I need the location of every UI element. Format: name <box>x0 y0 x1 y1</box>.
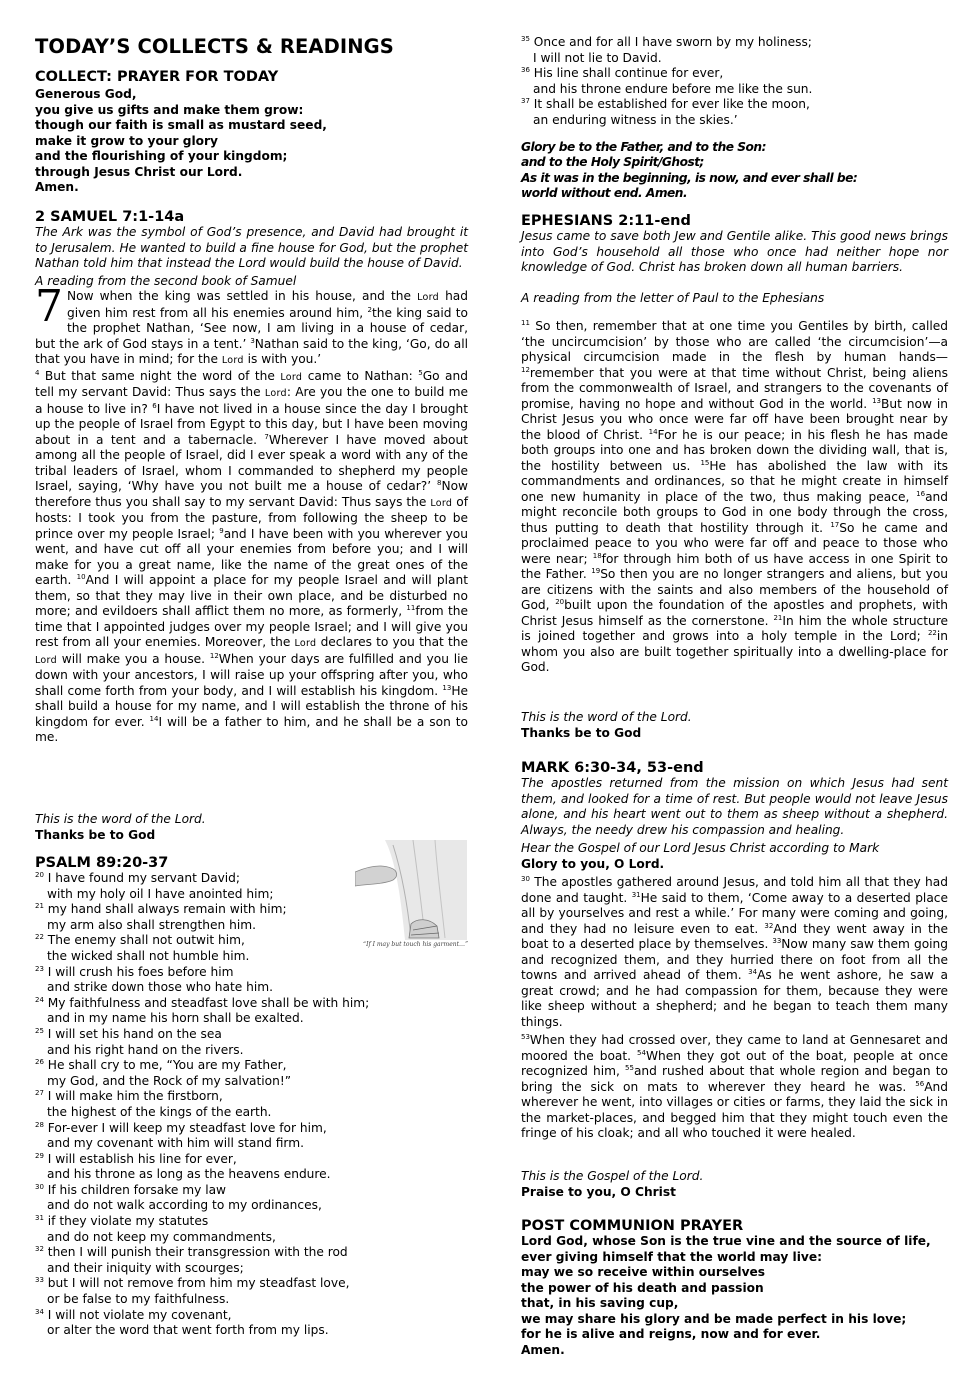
lord-smallcaps: Lord <box>280 371 303 383</box>
mark-paragraph-2 <box>521 1033 948 1142</box>
psalm-continued <box>521 35 948 202</box>
psalm-heading: PSALM 89:20-37 <box>35 855 169 871</box>
psalm-verse-line <box>35 1152 468 1168</box>
verse-number: 11 <box>521 319 530 327</box>
mark-heading: MARK 6:30-34, 53-end <box>521 760 704 776</box>
psalm-verse-text: then I will punish their transgression with the rod <box>47 1245 348 1260</box>
verse-number: 4 <box>35 368 40 377</box>
psalm-verse-text: I will make him the firstborn, <box>47 1089 223 1104</box>
reading-text: and might reconcile both groups to God in one body through the cross, thus putting to death that hostility through it. <box>521 489 948 535</box>
psalm-verse-continuation: the highest of the kings of the earth. <box>47 1104 272 1119</box>
verse-number: 29 <box>35 1151 44 1160</box>
psalm-verse-text: I will set his hand on the sea <box>47 1026 222 1041</box>
psalm-verse-text: I have found my servant David; <box>47 871 241 885</box>
psalm-verse-continuation: my arm also shall strengthen him. <box>47 917 256 932</box>
verse-number: 33 <box>772 937 782 945</box>
verse-number: 32 <box>35 1245 44 1254</box>
reading-text: : Are you the one to build me a house to live in? <box>35 385 468 416</box>
verse-number: 9 <box>219 526 224 535</box>
psalm-verse-continuation: and their iniquity with scourges; <box>47 1260 244 1275</box>
psalm-verse-text: If his children forsake my law <box>47 1182 227 1197</box>
verse-number: 13 <box>872 396 881 405</box>
psalm-verse-continuation: and strike down those who hate him. <box>47 980 273 995</box>
reading-text: came to Nathan: <box>302 368 419 383</box>
reading-text: I will be a father to him, and he shall be a son to me. <box>35 714 468 744</box>
psalm-verse-continuation: and in my name his horn shall be exalted. <box>47 1011 304 1026</box>
samuel-section <box>35 209 468 746</box>
reading-text: Now many saw them going and recognized them, and they hurried there on foot from all the towns and arrived ahead of them. <box>521 937 949 982</box>
hand-shape <box>355 866 397 886</box>
mark-section <box>521 760 948 1142</box>
verse-number: 19 <box>591 567 601 575</box>
psalm-verse <box>35 1121 468 1152</box>
verse-number: 10 <box>76 573 86 581</box>
post-communion-section <box>521 1218 948 1358</box>
samuel-paragraph-1 <box>35 281 469 369</box>
prayer-line: you give us gifts and make them grow: <box>35 102 304 117</box>
psalm-verse-continuation: and my covenant with him will stand firm. <box>47 1136 304 1151</box>
reading-text: So then you are no longer strangers and aliens, but you are citizens with the saints and also members of the household of God, <box>521 567 949 612</box>
lord-smallcaps: Lord <box>221 355 244 366</box>
psalm-verse-line <box>35 1089 468 1105</box>
verse-number: 24 <box>35 995 44 1004</box>
psalm-verse-continuation: and do not walk according to my ordinances, <box>47 1198 322 1213</box>
verse-number: 11 <box>406 604 416 612</box>
gloria-doxology <box>521 140 948 202</box>
psalm-verse-text: but I will not remove from him my steadfast love, <box>47 1276 350 1291</box>
reading-text: Go and tell my servant David: Thus says the <box>35 368 468 399</box>
psalm-verse-text: Once and for all I have sworn by my holiness; <box>533 35 812 49</box>
gloria-line: Glory be to the Father, and to the Son: <box>521 139 766 154</box>
verse-number: 12 <box>521 365 530 374</box>
verse-number: 54 <box>637 1048 646 1057</box>
collect-section <box>35 69 468 196</box>
prayer-line: make it grow to your glory <box>35 133 218 148</box>
reading-text: had given him rest from all his enemies around him, <box>67 289 468 320</box>
reading-text: So he came and proclaimed peace to you who were far off and peace to those who were near; <box>521 520 948 566</box>
reading-text: But that same night the word of the <box>39 368 281 383</box>
prayer-line: Amen. <box>521 1342 565 1357</box>
samuel-lead: A reading from the second book of Samuel <box>35 273 297 288</box>
psalm-verse <box>521 97 948 128</box>
collect-prayer <box>35 87 468 196</box>
reading-text: So then, remember that at one time you Gentiles by birth, called ‘the uncircumcision’ by those who are called ‘the circumcision’—a physical circumcision made in the flesh by human hands— <box>521 319 948 364</box>
psalm-verse-line <box>35 1245 468 1261</box>
reading-text: Now when the king was settled in his house, and the <box>67 289 418 303</box>
verse-number: 23 <box>35 964 44 973</box>
prayer-line: Generous God, <box>35 87 137 101</box>
psalm-verse-text: I will establish his line for ever, <box>47 1151 237 1166</box>
psalm-verse-text: For-ever I will keep my steadfast love for him, <box>47 1120 327 1135</box>
verse-number: 18 <box>592 551 602 560</box>
prayer-line: ever giving himself that the world may live: <box>521 1249 822 1264</box>
psalm-verses-continued <box>521 35 948 129</box>
reading-text: Now therefore thus you shall say to my servant David: Thus says the <box>35 479 468 509</box>
reading-text: will make you a house. <box>56 651 210 666</box>
prayer-line: through Jesus Christ our Lord. <box>35 164 243 179</box>
ephesians-intro: Jesus came to save both Jew and Gentile alike. This good news brings into God’s household all those who once had neither hope nor knowledge of God. Christ has broken down all human barriers. <box>521 229 948 274</box>
samuel-closing <box>35 812 468 843</box>
verse-number: 14 <box>149 714 159 723</box>
reading-text: As he went ashore, he saw a great crowd; and he had compassion for them, because they were like sheep without a shepherd; and he began to teach them many things. <box>521 968 948 1029</box>
psalm-verse <box>521 66 948 97</box>
verse-number: 31 <box>631 890 641 899</box>
reading-text: Nathan said to the king, ‘Go, do all that you have in mind; for the <box>35 336 469 366</box>
reading-text: In him the whole structure is joined together and grows into a holy temple in the Lord; <box>521 613 949 643</box>
mark-response: Praise to you, O Christ <box>521 1184 676 1199</box>
reading-text: the king said to the prophet Nathan, ‘See now, I am living in a house of cedar, but the ark of God stays in a tent.’ <box>35 305 469 351</box>
psalm-verse-text: my hand shall always remain with him; <box>47 902 287 917</box>
prayer-line: and the flourishing of your kingdom; <box>35 149 288 163</box>
verse-number: 30 <box>521 875 530 883</box>
ephesians-lead: A reading from the letter of Paul to the Ephesians <box>521 290 825 305</box>
psalm-verse-line <box>35 1308 468 1324</box>
psalm-verse-text: if they violate my statutes <box>47 1214 209 1229</box>
verse-number: 14 <box>648 427 658 436</box>
verse-number: 56 <box>915 1079 925 1088</box>
verse-number: 33 <box>35 1276 44 1285</box>
collect-heading: COLLECT: PRAYER FOR TODAY <box>35 69 279 85</box>
prayer-line: for he is alive and reigns, now and for ever. <box>521 1327 821 1341</box>
page-title: TODAY’S COLLECTS & READINGS <box>35 35 394 58</box>
mark-closing-text: This is the Gospel of the Lord. <box>521 1169 704 1183</box>
samuel-paragraph-2 <box>35 369 468 746</box>
psalm-verse-text: The enemy shall not outwit him, <box>47 933 245 948</box>
prayer-line: Lord God, whose Son is the true vine and the source of life, <box>521 1234 931 1248</box>
verse-number: 26 <box>35 1058 44 1067</box>
verse-number: 12 <box>209 651 219 660</box>
reading-text: He said to them, ‘Come away to a deserted place all by yourselves and rest a while.’ For many were coming and going, and they had no leisure even to eat. <box>521 890 948 936</box>
psalm-verse-continuation: I will not lie to David. <box>533 50 662 65</box>
psalm-verse-line <box>35 1027 468 1043</box>
post-communion-prayer <box>521 1234 948 1358</box>
ephesians-reading <box>521 319 948 676</box>
gloria-line: and to the Holy Spirit/Ghost; <box>521 155 704 170</box>
reading-text: When they got out of the boat, people at once recognized him, <box>521 1048 948 1078</box>
reading-text: When your days are fulfilled and you lie down with your ancestors, I will raise up your offspring after you, who shall come forth from your body, and I will establish his kingdom. <box>35 651 468 698</box>
verse-number: 53 <box>521 1033 530 1041</box>
illustration-caption: “If I may but touch his garment…” <box>363 941 469 948</box>
reading-text: But now in Christ Jesus you who once were far off have been brought near by the blood of Christ. <box>521 396 948 442</box>
psalm-verse-continuation: or alter the word that went forth from my lips. <box>47 1323 329 1338</box>
psalm-verse-line <box>35 1058 468 1074</box>
verse-number: 36 <box>521 66 530 75</box>
psalm-verse-continuation: my God, and the Rock of my salvation!” <box>47 1073 292 1088</box>
psalm-verse <box>521 35 948 66</box>
reading-text: and rushed about that whole region and began to bring the sick on mats to wherever they heard he was. <box>521 1064 948 1094</box>
psalm-verse <box>35 1027 468 1058</box>
psalm-verse <box>35 1152 468 1183</box>
verse-number: 25 <box>35 1026 44 1035</box>
psalm-verse <box>35 1089 468 1120</box>
reading-text: for through him both of us have access in one Spirit to the Father. <box>521 551 948 581</box>
prayer-line: we may share his glory and be made perfect in his love; <box>521 1311 907 1326</box>
psalm-verse-continuation: and do not keep my commandments, <box>47 1229 276 1244</box>
verse-number: 21 <box>773 613 783 622</box>
samuel-response: Thanks be to God <box>35 827 156 842</box>
psalm-verse-line <box>521 97 948 113</box>
verse-number: 21 <box>35 902 44 911</box>
drop-cap: 7 <box>35 281 63 332</box>
verse-number: 37 <box>521 97 530 106</box>
reading-text: And I will appoint a place for my people Israel and will plant them, so that they may live in their own place, and be disturbed no more; and evildoers shall afflict them no more, as formerly, <box>35 573 468 618</box>
samuel-heading: 2 SAMUEL 7:1-14a <box>35 209 185 225</box>
psalm-verse-continuation: and his throne as long as the heavens endure. <box>47 1167 331 1182</box>
reading-text: remember that you were at that time without Christ, being aliens from the commonwealth of Israel, and strangers to the covenants of promise, having no hope and without God in the world. <box>521 365 948 411</box>
psalm-verse <box>35 1214 468 1245</box>
lord-smallcaps: Lord <box>35 654 57 666</box>
psalm-verse-text: It shall be established for ever like the moon, <box>533 97 810 112</box>
gloria-line: world without end. Amen. <box>521 186 688 201</box>
reading-text: For he is our peace; in his flesh he has made both groups into one and has broken down the dividing wall, that is, the hostility between us. <box>521 427 948 473</box>
reading-text: Wherever I have moved about among all the people of Israel, did I ever speak a word with any of the tribal leaders of Israel, whom I commanded to shepherd my people Israel, saying, ‘Why have you not built me a house of cedar?’ <box>35 432 469 493</box>
mark-intro: The apostles returned from the mission on which Jesus had sent them, and looked for a time of rest. But people would not leave Jesus alone, and his heart went out to them as sheep without a shepherd. Always, the needy drew his compassion and healing. <box>521 776 948 837</box>
lord-smallcaps: Lord <box>430 497 453 509</box>
ephesians-heading: EPHESIANS 2:11-end <box>521 213 691 229</box>
mark-lead: Hear the Gospel of our Lord Jesus Christ according to Mark <box>521 841 880 855</box>
psalm-verse <box>35 1276 468 1307</box>
verse-number: 13 <box>442 683 452 692</box>
psalm-verse-line <box>35 996 468 1012</box>
psalm-verse-line <box>35 1183 468 1199</box>
reading-text: of hosts: I took you from the pasture, from following the sheep to be prince over my people Israel; <box>35 494 468 541</box>
ephesians-closing <box>521 710 948 741</box>
psalm-verse <box>35 1183 468 1214</box>
verse-number: 31 <box>35 1214 44 1223</box>
prayer-line: may we so receive within ourselves <box>521 1265 766 1279</box>
verse-number: 20 <box>555 598 565 606</box>
psalm-verse <box>35 965 468 996</box>
psalm-verse-continuation: or be false to my faithfulness. <box>47 1292 230 1307</box>
psalm-verse-continuation: and his throne endure before me like the sun. <box>533 81 813 96</box>
verse-number: 15 <box>700 458 710 467</box>
verse-number: 8 <box>436 479 442 487</box>
psalm-verse-text: He shall cry to me, “You are my Father, <box>47 1058 287 1073</box>
mark-closing <box>521 1169 948 1200</box>
verse-number: 28 <box>35 1120 44 1129</box>
verse-number: 27 <box>35 1089 44 1098</box>
psalm-verse-text: I will crush his foes before him <box>47 964 234 979</box>
psalm-verse <box>35 1058 468 1089</box>
reading-text: in whom you also are built together spiritually into a dwelling-place for God. <box>521 629 948 674</box>
psalm-verse-line <box>521 35 948 51</box>
lord-smallcaps: Lord <box>294 638 317 649</box>
verse-number: 17 <box>830 520 840 529</box>
prayer-line: though our faith is small as mustard seed, <box>35 118 327 132</box>
verse-number: 6 <box>152 401 157 410</box>
reading-text: from the time that I appointed judges over my people Israel; and I will give you rest from all your enemies. Moreover, the <box>35 604 468 649</box>
verse-number: 3 <box>250 336 255 345</box>
mark-paragraph-1 <box>521 875 948 1030</box>
psalm-verse-continuation: the wicked shall not humble him. <box>47 948 250 963</box>
samuel-closing-text: This is the word of the Lord. <box>35 812 206 826</box>
psalm-verse-line <box>35 1276 468 1292</box>
psalm-verse-continuation: an enduring witness in the skies.’ <box>533 112 738 127</box>
reading-text: and I have been with you wherever you went, and have cut off all your enemies from before you; and I will make for you a great name, like the name of the great ones of the earth. <box>35 526 468 587</box>
verse-number: 22 <box>927 629 937 637</box>
verse-number: 32 <box>764 921 774 930</box>
psalm-verse-continuation: and his right hand on the rivers. <box>47 1042 244 1057</box>
psalm-verse-text: I will not violate my covenant, <box>47 1307 232 1322</box>
ephesians-response: Thanks be to God <box>521 725 642 740</box>
verse-number: 34 <box>748 968 758 976</box>
verse-number: 35 <box>521 35 530 43</box>
psalm-verse <box>35 1308 468 1339</box>
verse-number: 34 <box>35 1307 44 1316</box>
psalm-verse-text: His line shall continue for ever, <box>533 66 724 81</box>
prayer-line: that, in his saving cup, <box>521 1296 679 1310</box>
gloria-line: As it was in the beginning, is now, and ever shall be: <box>521 170 858 185</box>
post-communion-heading: POST COMMUNION PRAYER <box>521 1218 744 1234</box>
psalm-verse-text: My faithfulness and steadfast love shall be with him; <box>47 995 370 1010</box>
lord-smallcaps: Lord <box>264 388 287 399</box>
psalm-verse <box>35 996 468 1027</box>
reading-text: built upon the foundation of the apostles and prophets, with Christ Jesus himself as the cornerstone. <box>521 598 948 628</box>
reading-text: declares to you that the <box>316 635 468 649</box>
reading-text: He shall build a house for my name, and I will establish the throne of his kingdom for ever. <box>35 683 468 729</box>
psalm-verse <box>35 1245 468 1276</box>
prayer-line: Amen. <box>35 180 79 194</box>
verse-number: 20 <box>35 871 44 879</box>
verse-number: 7 <box>264 432 269 441</box>
ephesians-section <box>521 213 948 676</box>
reading-text: When they had crossed over, they came to land at Gennesaret and moored the boat. <box>521 1033 948 1063</box>
verse-number: 30 <box>35 1182 44 1191</box>
reading-text: And they went away in the boat to a deserted place by themselves. <box>521 921 948 951</box>
verse-number: 5 <box>418 368 423 377</box>
reading-text: The apostles gathered around Jesus, and told him all that they had done and taught. <box>521 875 948 905</box>
reading-text: is with you.’ <box>243 352 322 366</box>
touching-garment-illustration <box>355 840 467 950</box>
mark-lead-response: Glory to you, O Lord. <box>521 856 665 871</box>
psalm-verse-line <box>35 965 468 981</box>
psalm-verse-line <box>35 1121 468 1137</box>
verse-number: 55 <box>625 1064 634 1072</box>
psalm-verse-line <box>521 66 948 82</box>
psalm-verse-line <box>35 1214 468 1230</box>
reading-text: I have not lived in a house since the day I brought up the people of Israel from Egypt to this day, but I have been moving about in a tent and a tabernacle. <box>35 401 468 447</box>
psalm-verse-continuation: with my holy oil I have anointed him; <box>47 886 274 901</box>
samuel-intro: The Ark was the symbol of God’s presence, and David had brought it to Jerusalem. He wanted to build a fine house for God, but the prophet Nathan told him that instead the Lord would build the house of David. <box>35 225 468 270</box>
verse-number: 2 <box>367 305 372 314</box>
lord-smallcaps: Lord <box>417 292 439 303</box>
ephesians-closing-text: This is the word of the Lord. <box>521 710 692 724</box>
reading-text: And wherever he went, into villages or cities or farms, they laid the sick in the market-places, and begged him that they might touch even the fringe of his cloak; and all who touched it were healed. <box>521 1079 948 1140</box>
verse-number: 16 <box>916 489 926 498</box>
reading-text: He has abolished the law with its commandments and ordinances, so that he might create in himself one new humanity in place of the two, thus making peace, <box>521 458 948 504</box>
verse-number: 22 <box>35 933 44 942</box>
prayer-line: the power of his death and passion <box>521 1280 764 1295</box>
